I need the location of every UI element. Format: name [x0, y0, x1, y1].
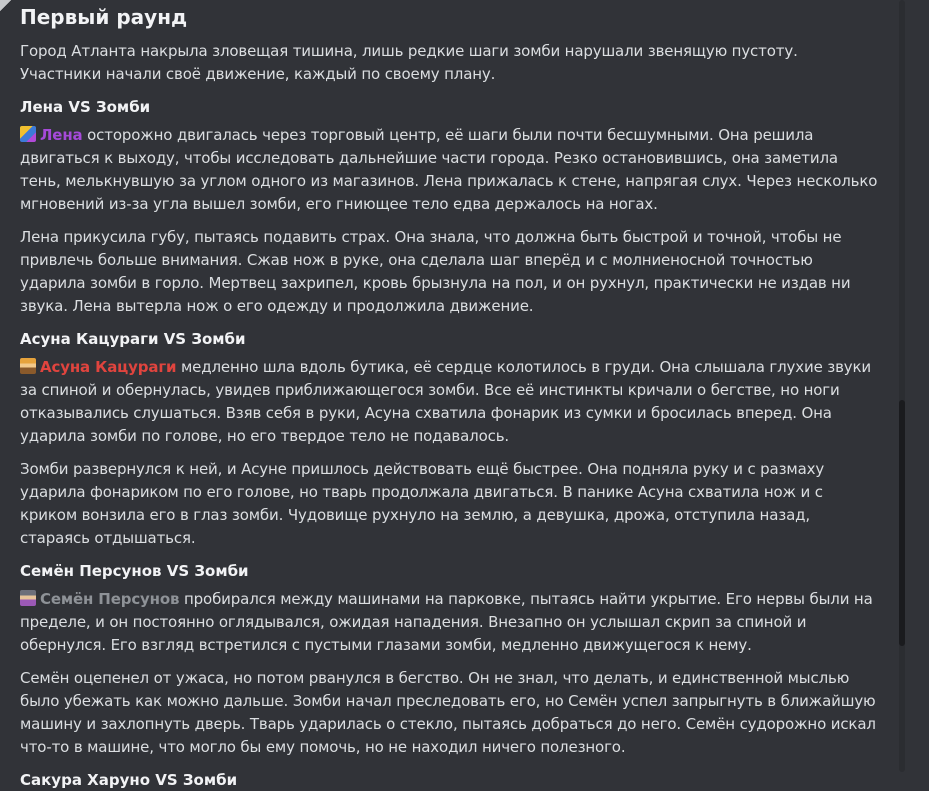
semen-paragraph-2: Семён оцепенел от ужаса, но потом рванулся в бегство. Он не знал, что делать, и единственной мыслью было убежать как можно дальше. Зомби начал преследовать его, но Семён успел запрыгнуть в ближайшую машину и захлопнуть дверь. Тварь ударилась о стекло, пытаясь добраться до него. Семён судорожно искал что-то в машине, что могло бы ему помочь, но не находил ничего полезного.: [20, 669, 876, 756]
asuna-name: Асуна Кацураги: [40, 358, 177, 376]
section-heading-semen: Семён Персунов VS Зомби: [20, 562, 249, 580]
lena-avatar-icon: [20, 126, 36, 142]
corner-decoration: [0, 0, 14, 14]
scrollbar-thumb[interactable]: [899, 400, 905, 646]
semen-paragraph-1: [20, 588, 882, 657]
section-heading-asuna: Асуна Кацураги VS Зомби: [20, 330, 246, 348]
lena-paragraph-2: Лена прикусила губу, пытаясь подавить страх. Она знала, что должна быть быстрой и точной, чтобы не привлечь больше внимания. Сжав нож в руке, она сделала шаг вперёд и с молниеносной точностью ударила зомби в горло. Мертвец захрипел, кровь брызнула на пол, и он рухнул, практически не издав ни звука. Лена вытерла нож о его одежду и продолжила движение.: [20, 228, 851, 315]
lena-name: Лена: [40, 126, 83, 144]
semen-paragraph-1-text: пробирался между машинами на парковке, пытаясь найти укрытие. Его нервы были на пределе, и он постоянно оглядывался, ожидая нападения. Внезапно он услышал скрип за спиной и обернулся. Его взгляд встретился с пустыми глазами зомби, медленно движущегося к нему.: [20, 590, 873, 654]
semen-name: Семён Персунов: [40, 590, 180, 608]
lena-paragraph-1: [20, 124, 882, 216]
section-heading-lena: Лена VS Зомби: [20, 98, 151, 116]
scrollbar-track[interactable]: [899, 0, 905, 772]
section-heading-next-partial: Сакура Харуно VS Зомби: [20, 771, 238, 789]
page-title: Первый раунд: [20, 5, 188, 29]
asuna-avatar-icon: [20, 358, 36, 374]
lena-paragraph-1-text: осторожно двигалась через торговый центр, её шаги были почти бесшумными. Она решила двигаться к выходу, чтобы исследовать дальнейшие части города. Резко остановившись, она заметила тень, мелькнувшую за углом одного из магазинов. Лена прижалась к стене, напрягая слух. Через несколько мгновений из-за угла вышел зомби, его гниющее тело едва держалось на ногах.: [20, 126, 878, 213]
intro-paragraph: Город Атланта накрыла зловещая тишина, лишь редкие шаги зомби нарушали звенящую пустоту. Участники начали своё движение, каждый по своему плану.: [20, 42, 798, 83]
message-content: [20, 0, 882, 789]
asuna-paragraph-2: Зомби развернулся к ней, и Асуне пришлось действовать ещё быстрее. Она подняла руку и с размаху ударила фонариком по его голове, но тварь продолжала двигаться. В панике Асуна схватила нож и с криком вонзила его в глаз зомби. Чудовище рухнуло на землю, а девушка, дрожа, отступила назад, стараясь отдышаться.: [20, 460, 825, 547]
asuna-paragraph-1: [20, 356, 882, 448]
semen-avatar-icon: [20, 590, 36, 606]
asuna-paragraph-1-text: медленно шла вдоль бутика, её сердце колотилось в груди. Она слышала глухие звуки за спиной и обернулась, увидев приближающегося зомби. Все её инстинкты кричали о бегстве, но ноги отказывались слушаться. Взяв себя в руки, Асуна схватила фонарик из сумки и бросилась вперед. Она ударила зомби по голове, но его твердое тело не подавалось.: [20, 358, 872, 445]
